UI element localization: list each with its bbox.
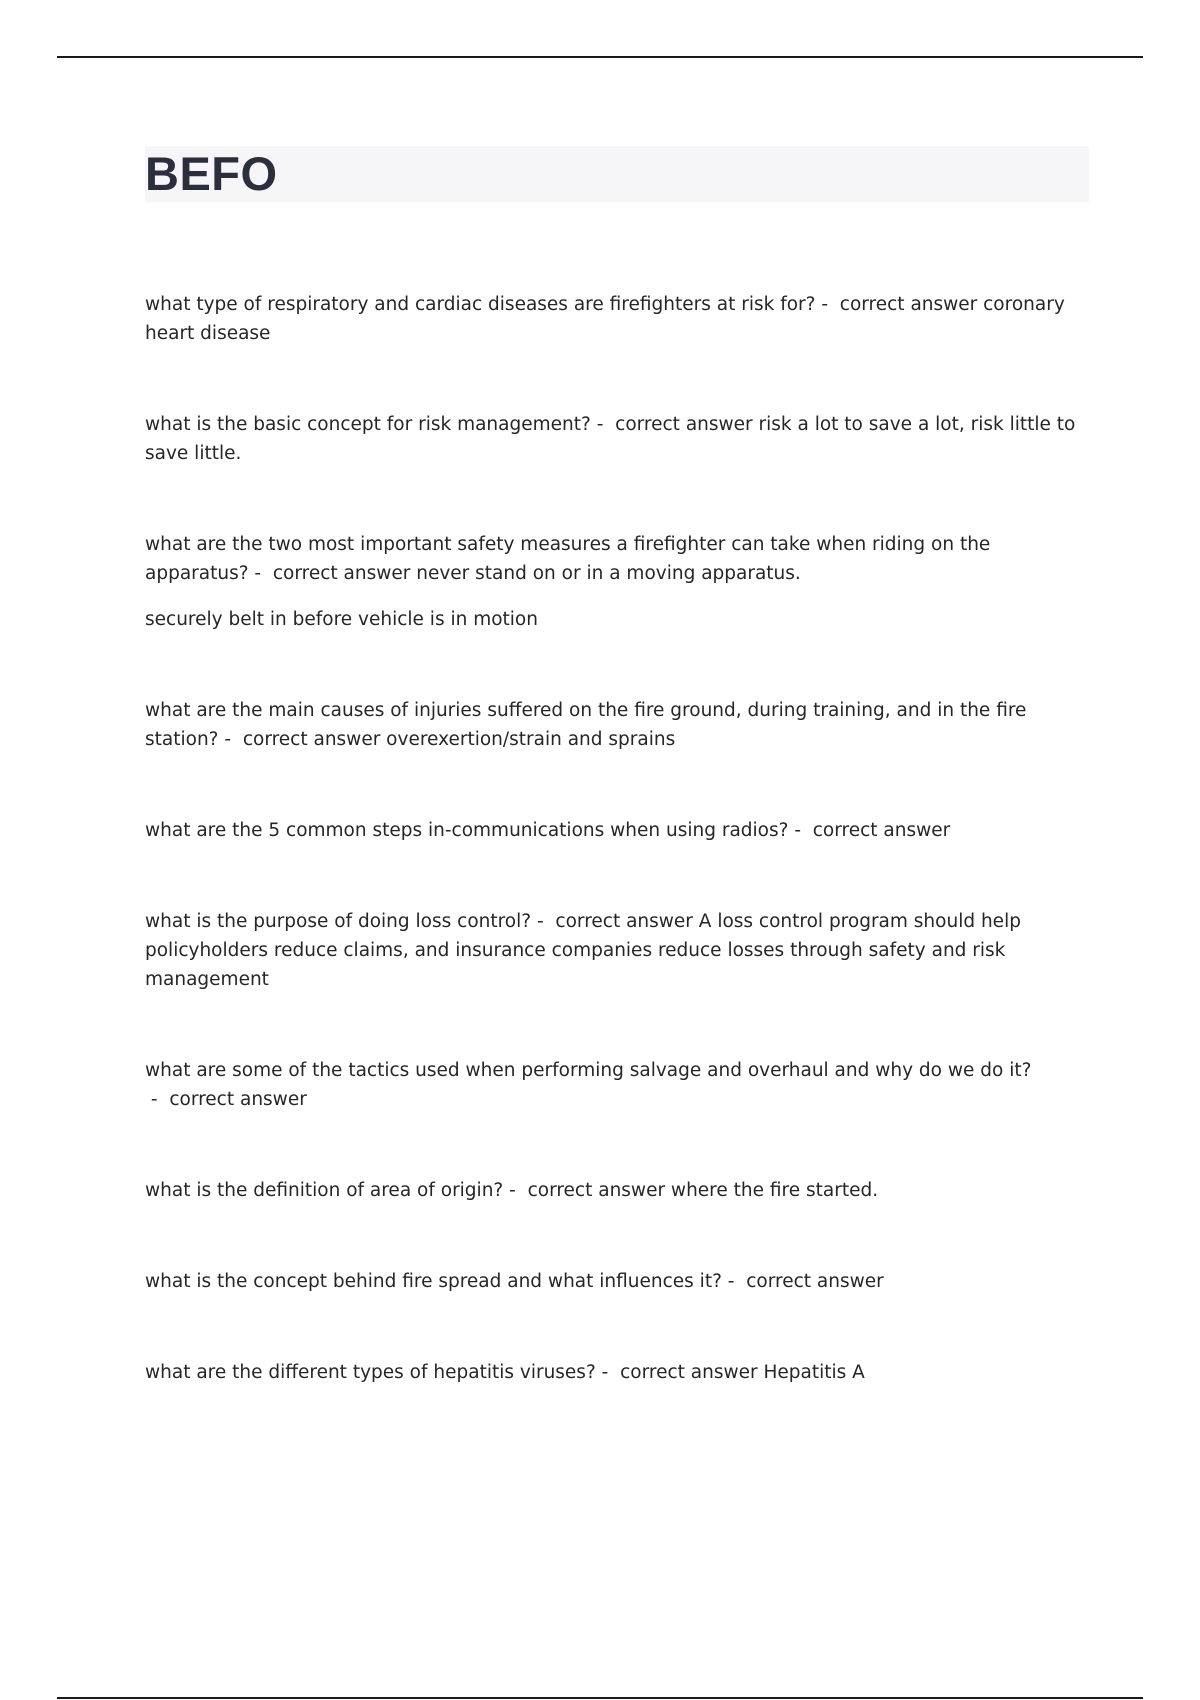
top-rule xyxy=(57,56,1143,58)
qa-item xyxy=(145,410,1090,468)
answer-text: correct answer risk a lot to save a lot, risk little to save little. xyxy=(145,414,1076,464)
separator: - xyxy=(248,563,273,584)
qa-item xyxy=(145,290,1090,348)
separator: - xyxy=(595,1362,621,1383)
qa-paragraph xyxy=(145,907,1090,994)
question-text: what are some of the tactics used when performing salvage and overhaul and why do we do it? xyxy=(145,1060,1032,1081)
qa-item xyxy=(145,1267,1090,1296)
question-text: what are the 5 common steps in-communications when using radios? xyxy=(145,820,789,841)
qa-item xyxy=(145,907,1090,994)
separator: - xyxy=(590,414,616,435)
answer-continuation: securely belt in before vehicle is in motion xyxy=(145,609,538,630)
question-text: what are the different types of hepatitis viruses? xyxy=(145,1362,596,1383)
separator: - xyxy=(218,729,243,750)
question-text: what is the definition of area of origin? xyxy=(145,1180,504,1201)
separator: - xyxy=(788,820,813,841)
qa-item xyxy=(145,1176,1090,1205)
separator: - xyxy=(503,1180,528,1201)
qa-paragraph xyxy=(145,530,1090,588)
qa-list xyxy=(145,290,1090,1387)
qa-paragraph xyxy=(145,1267,1090,1296)
qa-paragraph xyxy=(145,1056,1090,1114)
separator: - xyxy=(145,1089,170,1110)
qa-paragraph xyxy=(145,410,1090,468)
answer-text: correct answer overexertion/strain and sprains xyxy=(242,729,676,750)
question-text: what type of respiratory and cardiac diseases are firefighters at risk for? xyxy=(145,294,816,315)
qa-paragraph xyxy=(145,1176,1090,1205)
answer-text: correct answer where the fire started. xyxy=(527,1180,879,1201)
separator: - xyxy=(815,294,840,315)
answer-text: correct answer coronary heart disease xyxy=(145,294,1065,344)
answer-text: correct answer Hepatitis A xyxy=(620,1362,865,1383)
qa-item xyxy=(145,1056,1090,1114)
qa-item xyxy=(145,696,1090,754)
document-title: BEFO xyxy=(145,147,278,200)
question-text: what is the purpose of doing loss control? xyxy=(145,911,532,932)
qa-paragraph xyxy=(145,290,1090,348)
qa-paragraph xyxy=(145,1358,1090,1387)
answer-text: correct answer xyxy=(746,1271,884,1292)
qa-paragraph xyxy=(145,696,1090,754)
question-text: what are the two most important safety measures a firefighter can take when riding on the apparatus? xyxy=(145,534,991,584)
qa-item xyxy=(145,530,1090,634)
question-text: what is the basic concept for risk management? xyxy=(145,414,591,435)
answer-text: correct answer A loss control program should help policyholders reduce claims, and insurance companies reduce losses through safety and risk management xyxy=(145,911,1021,990)
title-band xyxy=(145,146,1089,202)
separator: - xyxy=(531,911,556,932)
answer-text: correct answer xyxy=(169,1089,307,1110)
answer-text: correct answer never stand on or in a moving apparatus. xyxy=(272,563,801,584)
bottom-rule xyxy=(57,1697,1143,1699)
question-text: what are the main causes of injuries suffered on the fire ground, during training, and in the fire station? xyxy=(145,700,1027,750)
qa-item xyxy=(145,816,1090,845)
qa-item xyxy=(145,1358,1090,1387)
separator: - xyxy=(721,1271,747,1292)
qa-paragraph xyxy=(145,816,1090,845)
question-text: what is the concept behind fire spread and what influences it? xyxy=(145,1271,722,1292)
answer-text: correct answer xyxy=(812,820,951,841)
